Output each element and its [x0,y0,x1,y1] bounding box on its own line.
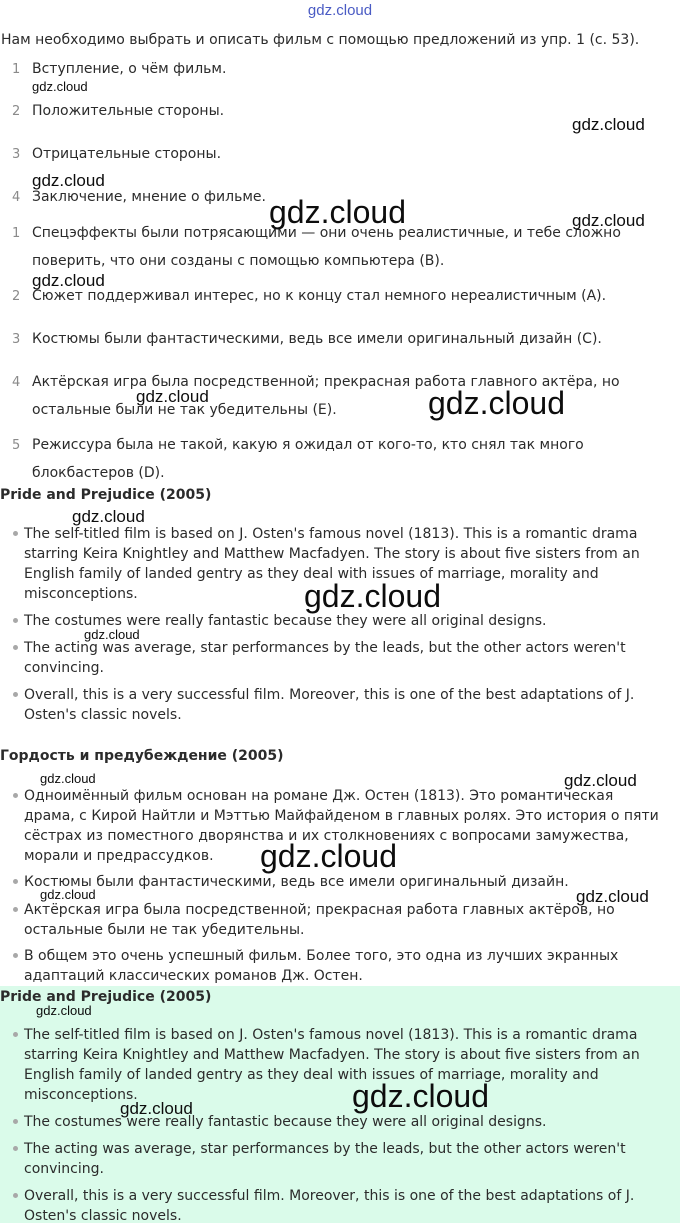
point-item: Режиссура была не такой, какую я ожидал от кого-то, кто снял так много блокбастеров (D). [32,437,584,481]
watermark: gdz.cloud [120,1099,193,1118]
plan-number: 2 [12,104,21,119]
list-item-text: The costumes were really fantastic because they were all original designs. [24,613,547,629]
bullet-icon [13,953,18,958]
watermark: gdz.cloud [576,887,649,906]
site-title[interactable]: gdz.cloud [307,2,373,19]
plan-item: Отрицательные стороны. [32,146,222,162]
bullet-icon [13,531,18,536]
bullet-icon [13,692,18,697]
watermark: gdz.cloud [428,385,565,421]
review-heading-ru: Гордость и предубеждение (2005) [0,748,284,764]
watermark: gdz.cloud [40,887,96,902]
watermark: gdz.cloud [572,115,645,134]
bullet-icon [13,1119,18,1124]
list-item-text: Overall, this is a very successful film. Moreover, this is one of the best adaptations of J. Osten's classic novels. [24,687,635,723]
plan-number: 1 [12,62,21,77]
plan-item: Заключение, мнение о фильме. [32,189,266,205]
watermark: gdz.cloud [352,1078,489,1114]
list-item-text: Актёрская игра была посредственной; прекрасная работа главных актёров, но остальные были не так убедительны. [24,902,615,938]
list-item-text: Костюмы были фантастическими, ведь все имели оригинальный дизайн. [24,874,569,890]
list-item-text: The costumes were really fantastic because they were all original designs. [24,1114,547,1130]
watermark: gdz.cloud [32,271,105,290]
point-item: Сюжет поддерживал интерес, но к концу стал немного нереалистичным (A). [32,288,607,304]
task-intro: Нам необходимо выбрать и описать фильм с помощью предложений из упр. 1 (с. 53). [1,32,640,48]
list-item-text: The acting was average, star performances by the leads, but the other actors weren't convincing. [24,640,626,676]
review-heading-answer: Pride and Prejudice (2005) [0,989,212,1005]
point-item: Актёрская игра была посредственной; прекрасная работа главного актёра, но остальные были не так убедительны (E). [32,374,620,418]
list-item-text: The self-titled film is based on J. Osten's famous novel (1813). This is a romantic drama starring Keira Knightley and Matthew Macfadyen. The story is about five sisters from an English family of landed gentry as they deal with issues of marriage, morality and misconceptions. [24,526,640,602]
review-heading-en: Pride and Prejudice (2005) [0,487,212,503]
watermark: gdz.cloud [304,578,441,614]
bullet-icon [13,645,18,650]
watermark: gdz.cloud [269,194,406,230]
bullet-icon [13,1146,18,1151]
point-number: 2 [12,289,21,304]
plan-item: Вступление, о чём фильм. [32,61,227,77]
point-number: 4 [12,375,21,390]
point-item: Костюмы были фантастическими, ведь все имели оригинальный дизайн (C). [32,331,602,347]
watermark: gdz.cloud [40,771,96,786]
list-item-text: The self-titled film is based on J. Osten's famous novel (1813). This is a romantic drama starring Keira Knightley and Matthew Macfadyen. The story is about five sisters from an English family of landed gentry as they deal with issues of marriage, morality and misconceptions. [24,1027,640,1103]
watermark: gdz.cloud [572,211,645,230]
plan-number: 4 [12,190,21,205]
bullet-icon [13,879,18,884]
point-number: 5 [12,438,21,453]
point-number: 3 [12,332,21,347]
bullet-icon [13,618,18,623]
watermark: gdz.cloud [564,771,637,790]
point-number: 1 [12,226,21,241]
watermark: gdz.cloud [32,171,105,190]
watermark: gdz.cloud [72,507,145,526]
watermark: gdz.cloud [36,1003,92,1018]
list-item-text: The acting was average, star performances by the leads, but the other actors weren't convincing. [24,1141,626,1177]
watermark: gdz.cloud [260,838,397,874]
plan-item: Положительные стороны. [32,103,225,119]
bullet-icon [13,1193,18,1198]
list-item-text: Overall, this is a very successful film. Moreover, this is one of the best adaptations of J. Osten's classic novels. [24,1188,635,1224]
watermark: gdz.cloud [32,79,88,94]
bullet-icon [13,1032,18,1037]
list-item-text: В общем это очень успешный фильм. Более того, это одна из лучших экранных адаптаций классических романов Дж. Остен. [24,948,619,984]
plan-number: 3 [12,147,21,162]
bullet-icon [13,907,18,912]
watermark: gdz.cloud [136,387,209,406]
watermark: gdz.cloud [84,627,140,642]
bullet-icon [13,793,18,798]
list-item-text: Одноимённый фильм основан на романе Дж. Остен (1813). Это романтическая драма, с Кирой Найтли и Мэттью Майфайденом в главных ролях. Это история о пяти сёстрах из поместного дворянства и их столкновениях с вопросами замужества, морали и предрассудков. [24,788,659,864]
point-item: Спецэффекты были потрясающими — они очень реалистичные, и тебе сложно поверить, что они созданы с помощью компьютера (B). [32,225,621,269]
